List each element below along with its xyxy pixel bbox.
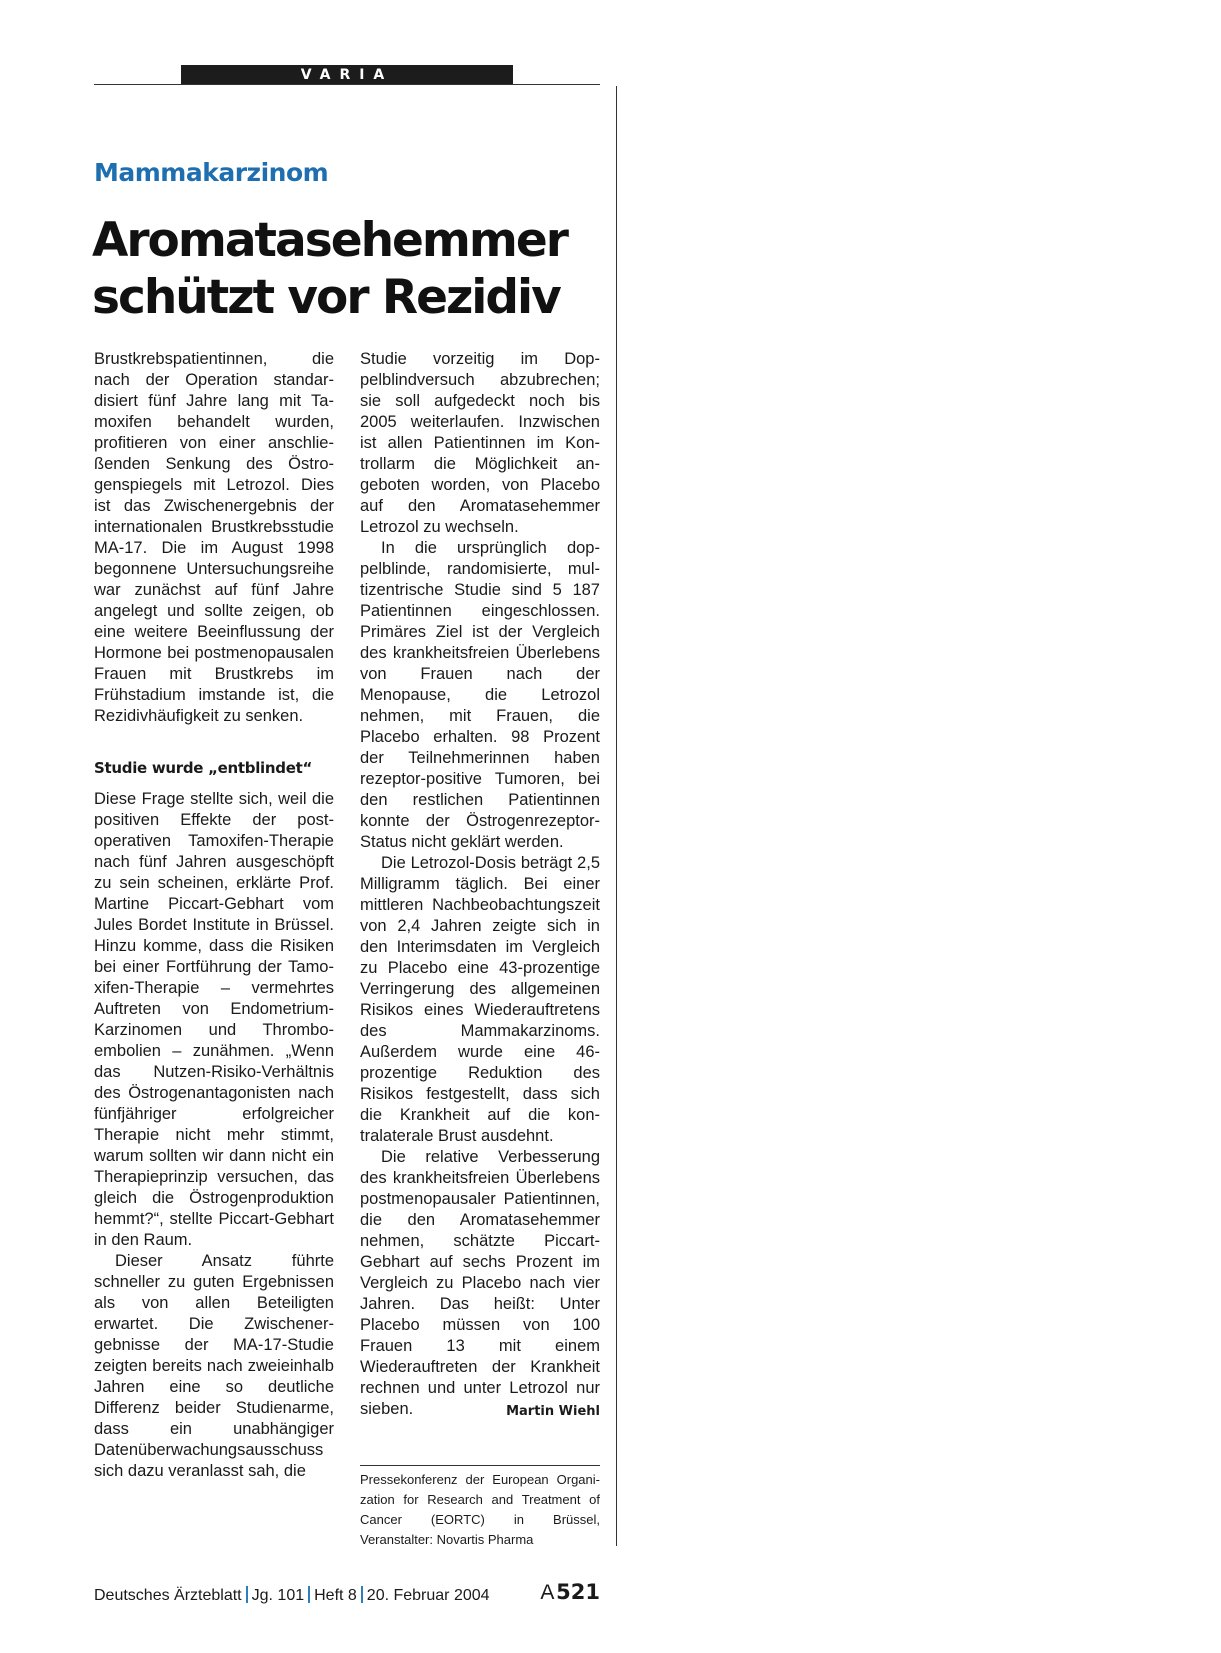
section-label: VARIA bbox=[181, 65, 513, 85]
volume: Jg. 101 bbox=[251, 1587, 305, 1604]
intro-paragraph: Brustkrebspatientinnen, die nach der Operation standardisiert fünf Jahre lang mit Tamoxifen behandelt wurden, profitieren von einer anschließenden Senkung des Östrogenspiegels mit Letrozol. Dies ist das Zwischenergebnis der internationalen Brustkrebsstudie MA-17. Die im August 1998 begonnene Untersuchungsreihe war zunächst auf fünf Jahre angelegt und sollte zeigen, ob eine weitere Beeinflussung der Hormone bei postmenopausalen Frauen mit Brustkrebs im Frühstadium imstande ist, die Rezidivhäufigkeit zu senken. bbox=[94, 350, 334, 725]
author-byline: Martin Wiehl bbox=[506, 1404, 600, 1419]
body-paragraph: Dieser Ansatz führte schneller zu guten Ergebnissen als von allen Beteiligten erwartet. Die Zwischenergebnisse der MA-17-Studie zeigten bereits nach zweieinhalb Jahren eine so deutliche Differenz beider Studienarme, dass ein unabhängiger Datenüberwachungsausschuss sich dazu veranlasst sah, die bbox=[94, 1252, 334, 1480]
page-footer bbox=[94, 1580, 600, 1610]
subheading: Studie wurde „entblindet“ bbox=[94, 759, 313, 777]
body-paragraph: In die ursprünglich doppelblinde, randomisierte, multizentrische Studie sind 5 187 Patientinnen eingeschlossen. Primäres Ziel ist der Vergleich des krankheitsfreien Überlebens von Frauen nach der Menopause, die Letrozol nehmen, mit Frauen, die Placebo erhalten. 98 Prozent der Teilnehmerinnen haben rezeptor-positive Tumoren, bei den restlichen Patientinnen konnte der Östrogenrezeptor-Status nicht geklärt werden. bbox=[360, 539, 600, 851]
section-rule bbox=[94, 84, 600, 85]
journal-name: Deutsches Ärzteblatt bbox=[94, 1587, 242, 1604]
column-divider bbox=[616, 86, 617, 1546]
page-number bbox=[540, 1580, 600, 1605]
page-prefix: A bbox=[540, 1581, 555, 1604]
issue: Heft 8 bbox=[314, 1587, 357, 1604]
footer-separator bbox=[308, 1586, 310, 1603]
footnote-rule bbox=[360, 1465, 600, 1466]
body-paragraph: Studie vorzeitig im Doppelblindversuch abzubrechen; sie soll aufgedeckt noch bis 2005 weiterlaufen. Inzwischen ist allen Patientinnen im Kontrollarm die Möglichkeit angeboten worden, von Placebo auf den Aromatasehemmer Letrozol zu wechseln. bbox=[360, 350, 600, 536]
footer-separator bbox=[361, 1586, 363, 1603]
citation bbox=[94, 1586, 490, 1605]
issue-date: 20. Februar 2004 bbox=[366, 1587, 490, 1604]
page-number-value: 521 bbox=[556, 1580, 600, 1604]
body-paragraph: Die Letrozol-Dosis beträgt 2,5 Milligramm täglich. Bei einer mittleren Nachbeobachtungszeit von 2,4 Jahren zeigte sich in den Interimsdaten im Vergleich zu Placebo eine 43-prozentige Verringerung des allgemeinen Risikos eines Wiederauftretens des Mammakarzinoms. Außerdem wurde eine 46-prozentige Reduktion des Risikos festgestellt, dass sich die Krankheit auf die kontralaterale Brust ausdehnt. bbox=[360, 854, 600, 1145]
body-paragraph: Diese Frage stellte sich, weil die positiven Effekte der postoperativen Tamoxifen-Therapie nach fünf Jahren ausgeschöpft zu sein scheinen, erklärte Prof. Martine Piccart-Gebhart vom Jules Bordet Institute in Brüssel. Hinzu komme, dass die Risiken bei einer Fortführung der Tamoxifen-Therapie – vermehrtes Auftreten von Endometrium-Karzinomen und Thromboembolien – zunähmen. „Wenn das Nutzen-Risiko-Verhältnis des Östrogenantagonisten nach fünfjähriger erfolgreicher Therapie nicht mehr stimmt, warum sollten wir dann nicht ein Therapieprinzip versuchen, das gleich die Östrogenproduktion hemmt?“, stellte Piccart-Gebhart in den Raum. bbox=[94, 790, 334, 1249]
footnote: Pressekonferenz der European Organization for Research and Treatment of Cancer (EORTC) in Brüssel, Veranstalter: Novartis Pharma bbox=[360, 1472, 600, 1547]
right-column bbox=[360, 349, 600, 1422]
body-paragraph-text: Die relative Verbesserung des krankheitsfreien Überlebens postmenopausaler Patientinnen, die den Aromatasehemmer nehmen, schätzte Piccart-Gebhart auf sechs Prozent im Vergleich zu Placebo nach vier Jahren. Das heißt: Unter Placebo müssen von 100 Frauen 13 mit einem Wiederauftreten der Krankheit rechnen und unter Letrozol nur sieben. bbox=[360, 1148, 600, 1418]
kicker: Mammakarzinom bbox=[94, 158, 329, 187]
left-column bbox=[94, 349, 334, 1482]
footer-separator bbox=[246, 1586, 248, 1603]
body-paragraph-with-author bbox=[360, 1147, 600, 1420]
headline: Aromatasehemmer schützt vor Rezidiv bbox=[92, 213, 567, 325]
